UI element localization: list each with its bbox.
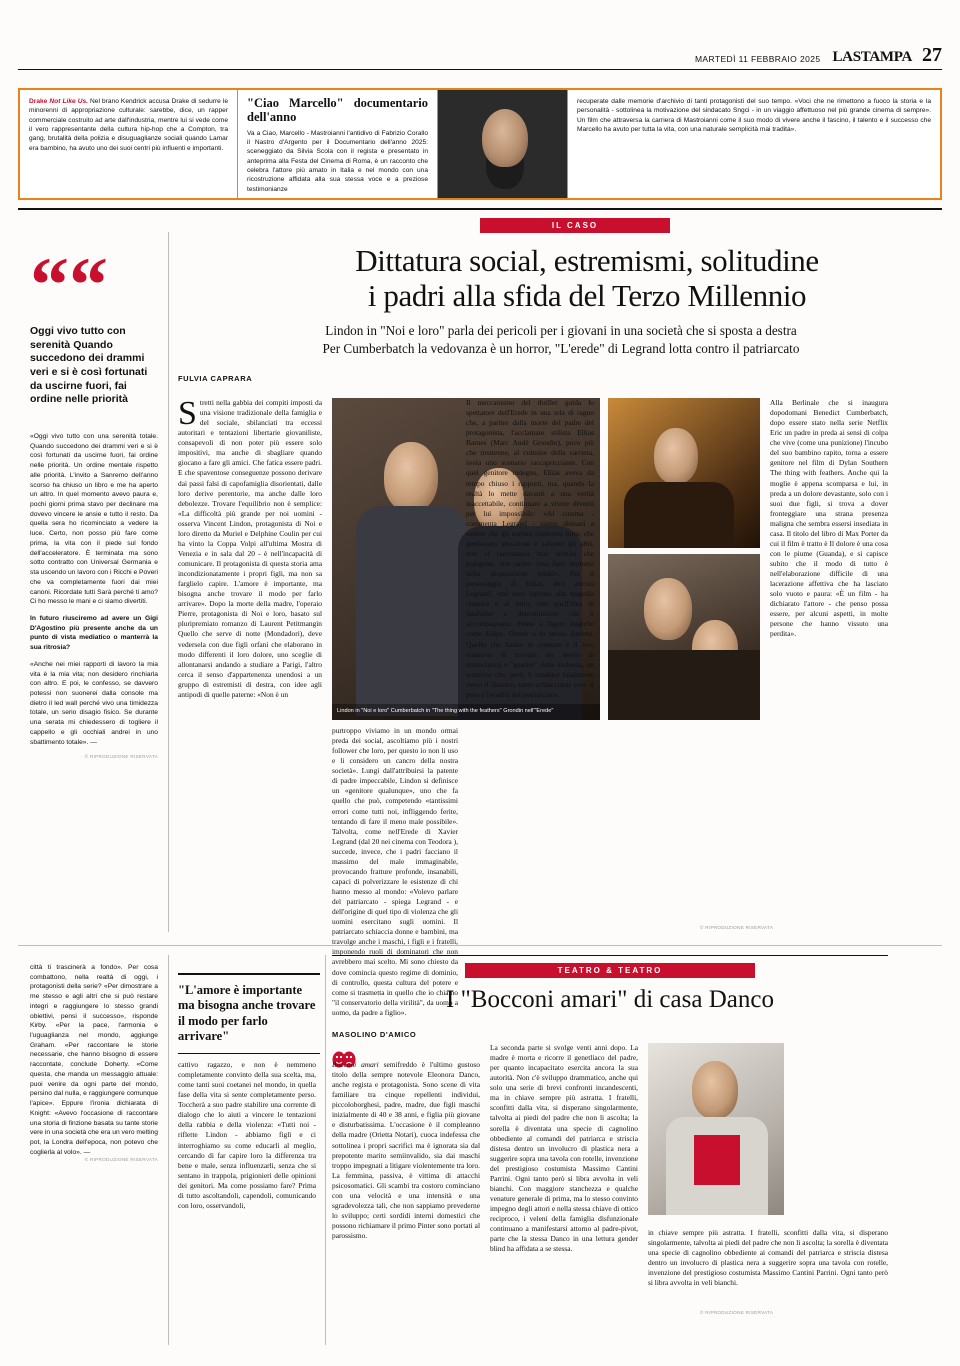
left-question: In futuro riusciremo ad avere un Gigi D'Agostino più presente anche da un punto di vista mediatico o manterrà la sua ritrosia? bbox=[30, 614, 158, 652]
top-highlight-box bbox=[18, 88, 942, 200]
subheadline-line-1: Lindon in "Noi e loro" parla dei pericoli per i giovani in una società che si sposta a destra bbox=[325, 323, 797, 338]
column-divider-2 bbox=[168, 955, 169, 1345]
theatre-col-1 bbox=[332, 1060, 480, 1241]
photo-body-1 bbox=[356, 506, 468, 716]
pullquote-followup-column bbox=[178, 1060, 316, 1305]
article-column-1 bbox=[178, 395, 322, 932]
theatre-column-1 bbox=[332, 1060, 480, 1305]
photo-face-4 bbox=[644, 578, 692, 640]
theatre-review-title: Bocconi amari bbox=[332, 1060, 379, 1069]
article-column-2 bbox=[332, 726, 458, 1017]
drake-text: Nel brano Kendrick accusa Drake di sedurre le minorenni di appropriazione culturale: sarebbe, dice, un rapper commerciale costruito ad arte dall'industria, mentre lui si vede come il vero rappresentante della cultura hip-hop che a Compton, tra gang, brutalità della polizia e disuguaglianze sociali quando Lamar era bambino, ha avuto uno dei suoi centri più influenti e importanti. bbox=[29, 98, 228, 152]
photo-credit-right: © RIPRODUZIONE RISERVATA bbox=[700, 925, 774, 930]
page-title bbox=[232, 243, 942, 313]
drake-label: Drake bbox=[29, 98, 48, 105]
article-col-4-text: Alla Berlinale che si inaugura dopodomani Benedict Cumberbatch, dopo essere stato nella serie Netflix Eric un padre in preda ai sensi di colpa che vive (come una punizione) l'incubo del suo bambino rapito, torna a essere genitore nel film di Dylan Southern The thing with feathers. Anche qui la moglie è appena scomparsa e lui, in preda a un dolore devastante, solo con i suoi due figli, si trova a dover fronteggiare una strana presenza maligna che sembra essersi insediata in casa. Il titolo del libro di Max Porter da cui il film è tratto è Il dolore è una cosa con le piume (Guanda), e si capisce subito che il modo di tutto è nell'elaborazione difficile di una lacerazione affettiva che ha lasciato solo vuoto e paura: «È un film - ha dichiarato l'attore - che penso possa essere, per alcuni aspetti, in molte persone che hanno vissuto una perdita». bbox=[770, 398, 888, 639]
topbox-column-drake bbox=[20, 90, 238, 198]
marcello-photo bbox=[438, 90, 568, 198]
pull-quote-box: "L'amore è importante ma bisogna anche trovare il modo per farlo arrivare" bbox=[178, 973, 320, 1054]
newspaper-logo: LASTAMPA bbox=[832, 49, 912, 65]
theatre-byline: MASOLINO D'AMICO bbox=[332, 1030, 417, 1039]
marcello-text-continued: recuperate dalle memorie d'archivio di tanti protagonisti del suo tempo. «Voci che ne rimettono a fuoco la storia e la personalità - sottolinea la motivazione del sindacato Sngci - in un viaggio affettuoso nel più grande cinema di sempre». Un film che attraversa la carriera di Mastroianni come il suo modo di vivere anche il fascino, il talento e il successo che Marcello ha avuto per tutta la vita, con una naturale semplicità mai tradita». bbox=[577, 98, 931, 134]
pull-quote-left: Oggi vivo tutto con serenità Quando succedono dei drammi veri e si è così fortunati da uscirne fuori, fai ordine nelle priorità bbox=[30, 325, 148, 406]
theatre-col-1-text: semifreddo è l'ultimo gustoso titolo della sempre notevole Eleonora Danco, anche regista e protagonista. Sono scene di vita familiare tra cinque repellenti individui, piccoloborghesi, padre, madre, due figli maschi inizialmente di 40 e 38 anni, e figlia più giovane e disturbatissima. L'occasione è il compleanno della madre (Orietta Notari), cuoca indefessa che sottolinea i propri sacrifici ma è ignorata sia dal prepotente marito semiinvalido, sia dai maschi troppo impegnati a litigare violentemente tra loro. La femmina, passiva, è vittima di attacchi psicosomatici. Gli scambi tra costoro cominciano con una velocità e una intensità e una sgradevolezza tali, che non sappiamo prevederne lo sviluppo; certi sordidi interni domestici che possono richiamare il primo Pinter sono portati al parossismo. bbox=[332, 1060, 480, 1241]
theatre-photo-poster bbox=[694, 1135, 740, 1185]
left-credit: © RIPRODUZIONE RISERVATA bbox=[84, 754, 158, 760]
drake-song-title: Not Like Us. bbox=[49, 98, 88, 105]
bottom-left-credit: © RIPRODUZIONE RISERVATA bbox=[84, 1157, 158, 1163]
article-byline: FULVIA CAPRARA bbox=[178, 374, 253, 383]
marcello-title: "Ciao Marcello" documentario dell'anno bbox=[247, 96, 428, 124]
pullquote-followup-text: cattivo ragazzo, e non è nemmeno completamente convinto della sua scelta, ma, come tanti suoi coetanei nel mondo, in quella fase della vita si sente completamente perso. Toccherà a suo padre stabilire una corrente di dialogo che lo aiuti a vincere le tentazioni della rabbia e della violenza: «Tutti noi - riflette Lindon - abbiamo figli e ci interroghiamo su come educarli al meglio, cercando di far capire loro la differenza tra bene e male, senza influenzarli, senza che si sentano in trappola, prigionieri delle opinioni dei genitori. Ma come possiamo fare? Prima di tutto ascoltandoli, capendoli, comunicando con loro, osservandoli, bbox=[178, 1060, 316, 1210]
photo-grondin bbox=[608, 554, 760, 720]
topbox-column-marcello bbox=[238, 90, 438, 198]
page-number: 27 bbox=[922, 44, 942, 66]
bottom-left-text: città ti trascinerà a fondo». Per cosa combattono, nella realtà di oggi, i protagonisti della serie? «Per dimostrare a me stesso e agli altri che si può restare integri e raggiungere lo stesso grandi obiettivi, pensi il successo», risponde Kirby. «Per la pace, l'armonia e l'uguaglianza nel mondo, aggiunge Graham. «Per raccontare le storie necessarie, che hanno bisogno di essere raccontate, conclude Doherty. «Come questa, che manda un messaggio attuale: puoi venire da ogni parte del mondo, persino dal nulla, e raggiungere comunque l'apice». Eppure l'ironia dichiarata di Knight: «Avevo l'occasione di raccontare una storia di finzione basata su tante storie vere in una società che era un vero melting pot, la Londra dell'epoca, non potevo che coglierla al volo». — bbox=[30, 964, 158, 1156]
section-tag-il-caso: IL CASO bbox=[480, 218, 670, 233]
theatre-col-3-text: in chiave sempre più astratta. I fratelli, sconfitti dalla vita, si disperano singolarmente, talvolta ai piedi del padre che non li ascolta; la sorella è diventata una specie di cagnolino obbediente ai comandi del patriarca e striscia distesa dentro un involucro di plastica nera a suggerire sopra una tavola con rotelle, invenzione del prestigioso costumista Massimo Cantini Parrini. Ogni tanto però si libra avvolta in veli bianchi. bbox=[648, 1228, 888, 1288]
subheadline bbox=[180, 322, 942, 358]
theatre-headline: I "Bocconi amari" di casa Danco bbox=[446, 986, 774, 1013]
photo-body-3 bbox=[624, 482, 734, 548]
photo-cumberbatch bbox=[608, 398, 760, 548]
headline-line-1: Dittatura social, estremismi, solitudine bbox=[355, 243, 819, 278]
theatre-photo bbox=[648, 1043, 784, 1215]
top-divider bbox=[18, 208, 942, 210]
article-column-3 bbox=[466, 398, 594, 932]
photo-face-3 bbox=[654, 428, 698, 484]
theatre-column-3 bbox=[648, 1228, 888, 1308]
publication-date: MARTEDÌ 11 FEBBRAIO 2025 bbox=[694, 54, 821, 64]
marcello-text: Va a Ciao, Marcello - Mastroianni l'antidivo di Fabrizio Corallo il Nastro d'Argento per il Documentario dell'anno 2025: sceneggiato da Silvia Scola con il regista e presentato in anteprima alla Festa del Cinema di Roma, è un racconto che celebra l'attore più amato in Italia e nel mondo con una ricostruzione affidata alla sua stessa voce e a preziose testimonianze bbox=[247, 129, 428, 193]
topbox-column-continuation bbox=[568, 90, 940, 198]
left-paragraph-1: «Oggi vivo tutto con una serenità totale. Quando succedono dei drammi veri e si è così fortunati da uscirne fuori, fai ordine nelle priorità. Un ordine mentale rispetto alle priorità. L'invito a Sanremo dell'anno scorso ha chiuso un libro e me ha aperto un altro. In quel momento avevo paura e, pochi giorni prima stavo per declinare ma dovevo vincere le ansie e tutto il resto. Da quella sera ho ricominciato a vedere la luce. Certo, non posso più fare come prima, la vita con il piede sul fondo dell'acceleratore. È terminata ma sono sotto contratto con Universal Germania e sta uscendo un lavoro con i Ricchi e Poveri che va completamente fuori dai miei canoni. Ricordate tutti Sarà perché ti amo? Ci ho messo le mani e ci siamo divertiti. bbox=[30, 433, 158, 606]
theatre-column-2 bbox=[490, 1043, 638, 1305]
left-interview-column bbox=[30, 432, 158, 768]
column-divider-1 bbox=[168, 232, 169, 932]
bottom-left-column bbox=[30, 963, 158, 1303]
masthead bbox=[18, 46, 942, 70]
horizontal-divider-1 bbox=[18, 945, 942, 946]
theatre-photo-face bbox=[692, 1061, 738, 1119]
article-column-4 bbox=[770, 398, 888, 932]
column-divider-3 bbox=[325, 955, 326, 1345]
article-col-2-text: purtroppo viviamo in un mondo ormai preda dei social, ascoltiamo più i nostri follower che loro, per questo io non li uso e li considero un cancro della nostra società». Lungi dall'attribuirsi la patente di padre impeccabile, Lindon si definisce un «genitore qualunque», uno che fa quello che può, competendo «tantissimi errori come tutti noi, infliggendo ferite, tentando di fare il meno male possibile». Talvolta, come nell'Erede di Xavier Legrand (dal 20 nei cinema con Teodora ), succede, invece, che i padri facciano il massimo del male immaginabile, provocando fratture profonde, insanabili, capaci di polverizzare le esistenze di chi hanno messo al mondo: «Volevo parlare del patriarcato - spiega Legrand - e dell'origine di quel tipo di violenza che gli uomini esercitano sugli uomini. Il patriarcato schiaccia donne e bambini, ma travolge anche i maschi, i figli e i fratelli, imponendo ruoli di dominatori che non avrebbero mai scelto. Mi sono chiesto da dove comincia questo regime di dominio, di controllo, questa cultura del potere e come si trasmetta in quello che io chiamo "il conservatorio della virilità", da uomo a uomo, da padre a figlio». bbox=[332, 726, 458, 1017]
article-col-1-text: Stretti nella gabbia dei compiti imposti da una visione tradizionale della famiglia e del sociale, sbilanciati tra eccessi autoritari e tentazioni libertarie giovaniliste, consapevoli di non poter più essere solo impositivi, ma anche di sbagliare quando giocano a fare gli amici. Che fatica essere padri. E che spaventose conseguenze possono derivare dai passi falsi di capofamiglia disorientati, dalle loro derive perentorie, ma anche dalle loro debolezze. Trovare l'equilibrio non è semplice: «La difficoltà più grande per noi uomini - osserva Vincent Lindon, protagonista di Noi e loro diretto da Muriel e Delphine Coulin per cui ha vinto la Coppa Volpi all'ultima Mostra di Venezia e in sala dal 20 - è nell'incapacità di comunicare. Il protagonista di questa storia ama incondizionatamente i propri figli, ma non sa farglielo capire. L'amore è importante, ma bisogna anche trovare il modo per farlo arrivare». Dopo la morte della madre, l'operaio Pierre, protagonista di Noi e loro, basato sul pluripremiato romanzo di Laurent Petitmangin Quello che serve di notte (Mondadori), deve vedersela con due figli orfani che elaborano in modo differenti il loro dolore, uno sceglie di allontanarsi andando a studiare a Parigi, l'altro cerca il senso d'appartenenza unendosi a un gruppo di estremisti di destra, con idee agli antipodi di quelle paterne: «Non è un bbox=[178, 395, 322, 699]
headline-line-2: i padri alla sfida del Terzo Millennio bbox=[367, 278, 807, 314]
photo-face-1 bbox=[384, 442, 438, 512]
main-photo-caption: Lindon in "Noi e loro" Cumberbatch in "The thing with the feathers" Grondin nell'"Erede" bbox=[332, 704, 600, 720]
subheadline-line-2: Per Cumberbatch la vedovanza è un horror, "L'erede" di Legrand lotta contro il patriarcato bbox=[322, 340, 800, 356]
left-paragraph-2: «Anche nei miei rapporti di lavoro la mia vita è la mia vita; non desidero rinchiarla con altro. E poi, le confesso, se davvero potessi non suonerei dalla console ma dietro il led wall perché vivo una timidezza totale, un serio disagio fisico. Se durante una serata mi chiedessero di togliere il cappello e gli occhiali andrei in uno sbattimento totale». — bbox=[30, 660, 158, 746]
theatre-col-2-text: La seconda parte si svolge venti anni dopo. La madre è morta e ricorre il genetliaco del padre, per quanto incapacitato esercita ancora la sua autorità. Non c'è sviluppo drammatico, anche qui solo una serie di brevi confronti incandescenti, ma in chiave sempre più astratta. I fratelli, sconfitti dalla vita, si disperano singolarmente, talvolta ai piedi del padre che non li ascolta; la sorella è diventata una specie di cagnolino obbediente al comandi del patriarca e striscia distesa dentro un involucro di plastica nera a suggerire sopra una tavola con rotelle, invenzione del prestigioso costumista Massimo Cantini Parrini. Ogni tanto però si libra avvolta in veli bianchi. Con maggiore stanchezza e qualche venature generale di prima, ma lo stesso convinto impegno degli attori e nella stessa chiave di ottico reciproco, i veleni della famiglia disfunzionale continuano a manifestarsi attorno al padre-pivot, parte che la stessa Danco in una lettura gender blind ha affidata a se stessa. bbox=[490, 1043, 638, 1254]
theatre-credit: © RIPRODUZIONE RISERVATA bbox=[700, 1310, 774, 1315]
section-tag-teatro: TEATRO & TEATRO bbox=[465, 963, 755, 978]
article-col-2b-text: Il meccanismo del thriller guida lo spettatore dell'Erede in una tela di ragno che, a partire dalla morte del padre del protagonista, l'acclamato stilista Ellias Barnes (Marc Andé Grondin), poco più che trentenne, al culmine della carriera, svela uno scenario raccapricciante. Con quel genitore indegno, Ellias aveva da tempo chiuso i rapporti, ma, quando la realtà lo mette davanti a una verità inaccettabile, continuare a vivere diverrà per lui impossibile: «Al cinema - commenta Legrand - siamo abituati a vedere che gli uomini risolvono tutto, che gestiscono situazioni e salvano gli altri, non si raccontano mai uomini che piangono, non sanno cosa fare, immersi nella disperazione totale». Per il personaggio di Ellias, dice ancora Legrand, «mi sono ispirato alla tragedia classica e al mito, con quell'idea di fatalismo e determinismo che li accompagnano. Penso a figure tragiche come Edipo, Oreste o lo stesso Amleto. Quello che hanno in comune è il loro tentativo di trovare un modo di emanciparsi e "guarire" dalla violenza, un tentativo che, però, li conduce fatalmente verso il disastro, tanto schiaccianti sono il peso e l'eredità del patriarcato». bbox=[466, 398, 594, 699]
photo-body-4 bbox=[608, 650, 760, 720]
quote-mark-icon: ““ bbox=[30, 241, 108, 328]
